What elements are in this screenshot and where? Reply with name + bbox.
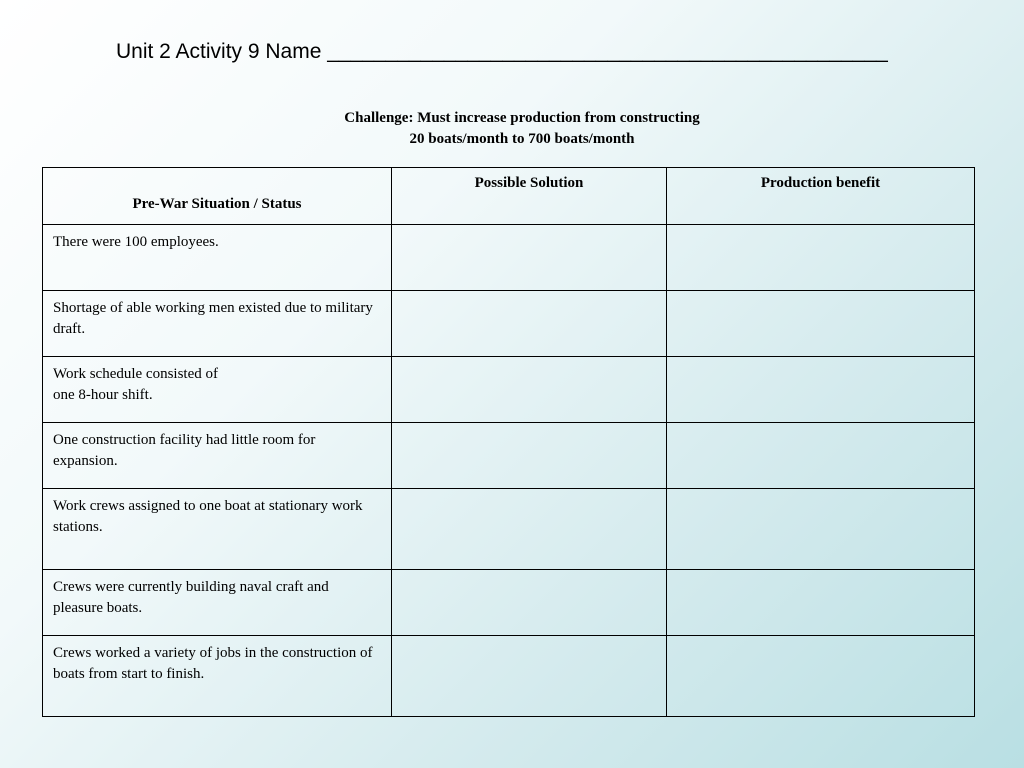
benefit-cell[interactable] [667, 291, 975, 357]
header-benefit: Production benefit [667, 168, 975, 225]
benefit-cell[interactable] [667, 357, 975, 423]
situation-text: Crews were currently building naval craft and pleasure boats. [53, 579, 329, 616]
table-row [43, 423, 975, 489]
table-row [43, 489, 975, 570]
solution-cell[interactable] [392, 225, 667, 291]
table-row [43, 225, 975, 291]
worksheet-title: Unit 2 Activity 9 Name ________________________________________________ [116, 40, 888, 63]
benefit-cell[interactable] [667, 570, 975, 636]
worksheet-table [42, 167, 975, 717]
situation-text: Crews worked a variety of jobs in the construction of boats from start to finish. [53, 645, 373, 682]
challenge-statement [0, 108, 1024, 150]
situation-text: One construction facility had little room for expansion. [53, 432, 316, 469]
situation-cell [43, 357, 392, 423]
challenge-line-1: Challenge: Must increase production from constructing [344, 110, 700, 126]
solution-cell[interactable] [392, 357, 667, 423]
table-row [43, 636, 975, 717]
situation-cell [43, 636, 392, 717]
challenge-line-2: 20 boats/month to 700 boats/month [409, 131, 635, 147]
situation-cell [43, 225, 392, 291]
benefit-cell[interactable] [667, 225, 975, 291]
solution-cell[interactable] [392, 423, 667, 489]
solution-cell[interactable] [392, 489, 667, 570]
situation-text: Shortage of able working men existed due to military draft. [53, 300, 373, 337]
table-row [43, 291, 975, 357]
solution-cell[interactable] [392, 570, 667, 636]
header-situation: Pre-War Situation / Status [43, 168, 392, 225]
solution-cell[interactable] [392, 636, 667, 717]
solution-cell[interactable] [392, 291, 667, 357]
benefit-cell[interactable] [667, 423, 975, 489]
table-row [43, 570, 975, 636]
situation-cell [43, 570, 392, 636]
situation-cell [43, 423, 392, 489]
header-solution: Possible Solution [392, 168, 667, 225]
benefit-cell[interactable] [667, 489, 975, 570]
situation-cell [43, 489, 392, 570]
situation-cell [43, 291, 392, 357]
table-row [43, 357, 975, 423]
benefit-cell[interactable] [667, 636, 975, 717]
situation-text: Work crews assigned to one boat at stationary work stations. [53, 498, 363, 535]
situation-text: Work schedule consisted of one 8-hour shift. [53, 366, 218, 403]
table-header-row [43, 168, 975, 225]
situation-text: There were 100 employees. [53, 234, 219, 250]
